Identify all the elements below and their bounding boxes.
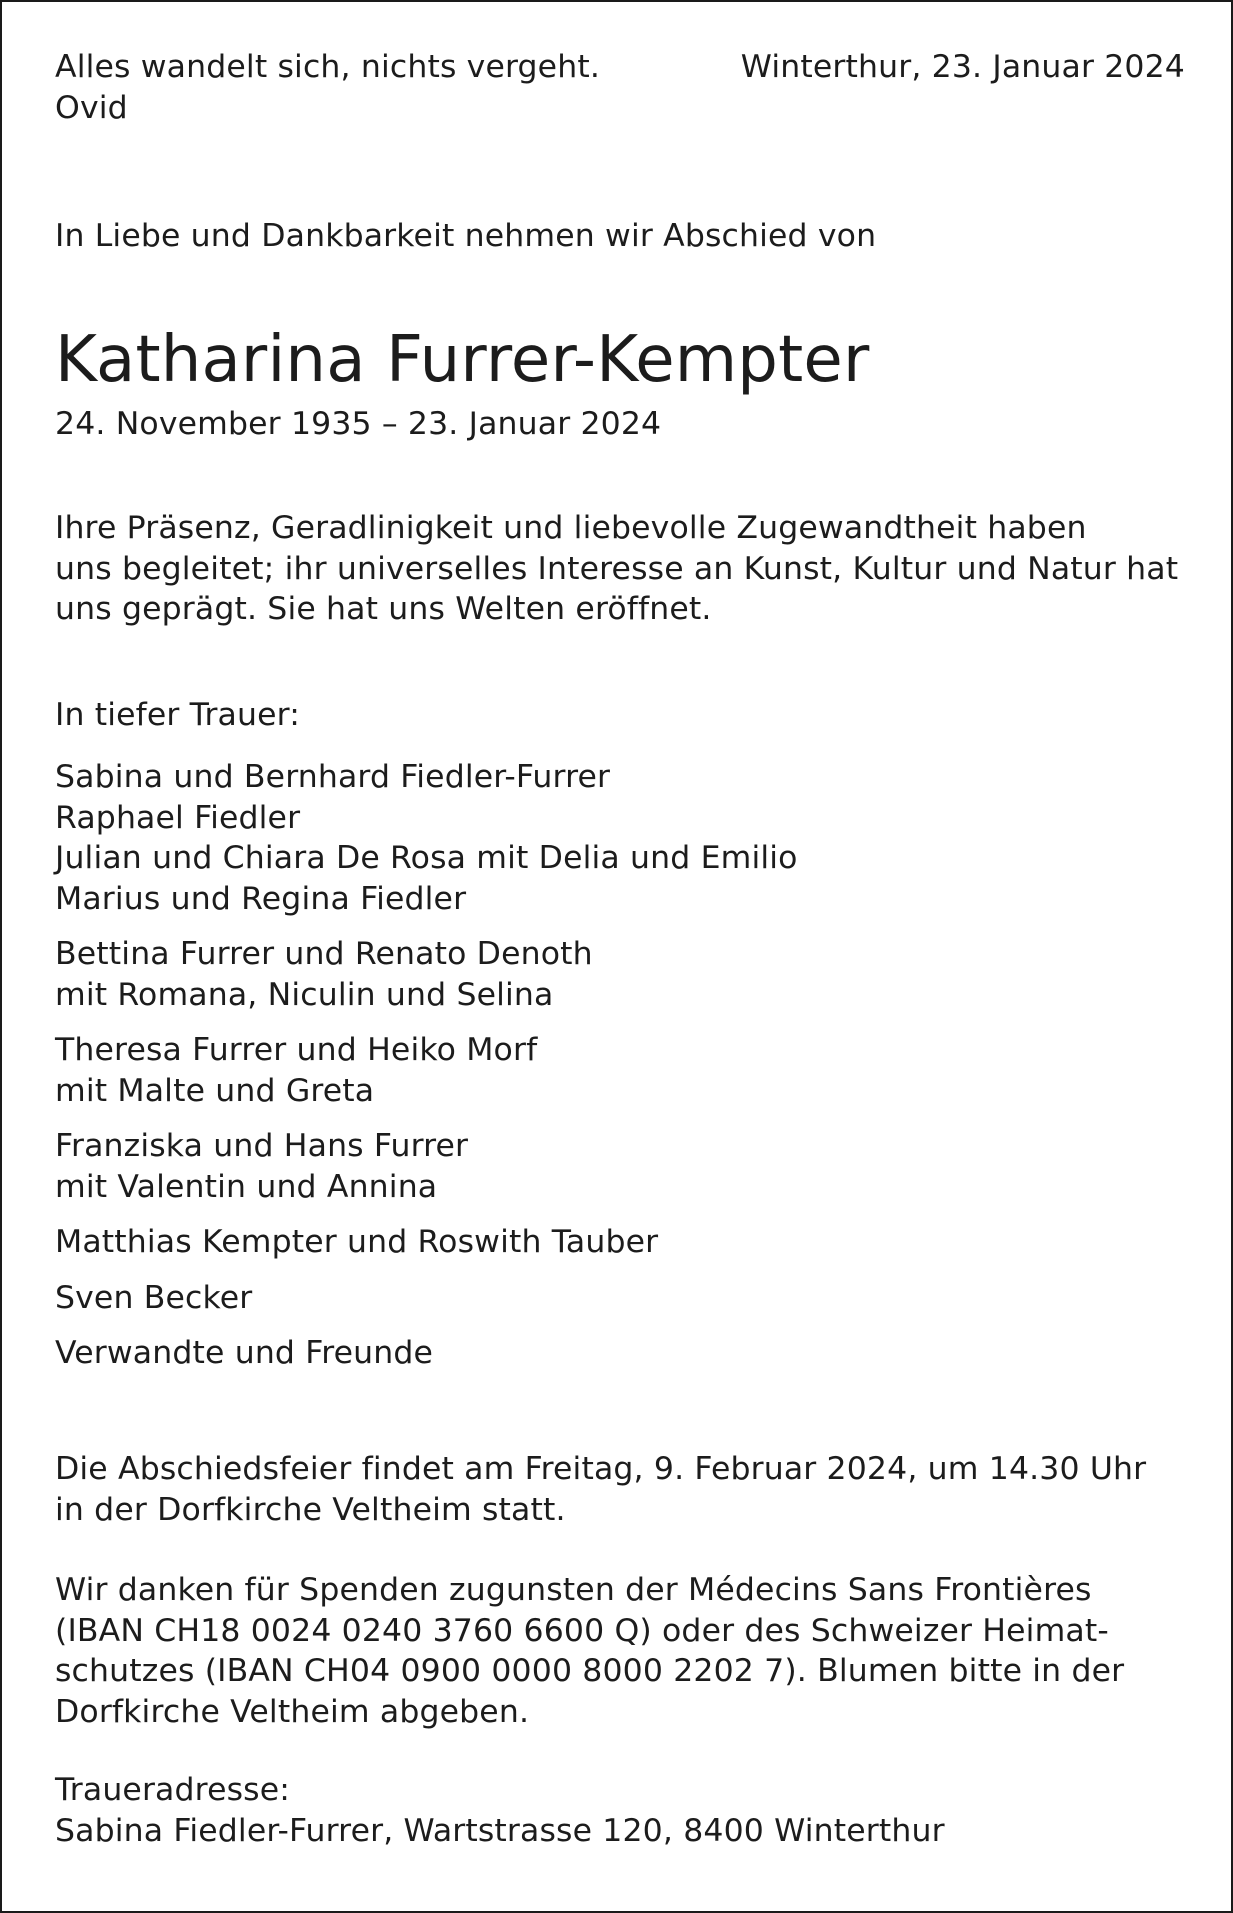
mourner-line: Matthias Kempter und Roswith Tauber <box>55 1224 659 1260</box>
tribute-line: uns geprägt. Sie hat uns Welten eröffnet. <box>55 591 712 627</box>
tribute-paragraph <box>55 508 1178 630</box>
ceremony-info <box>55 1449 1146 1530</box>
motto-text: Alles wandelt sich, nichts vergeht. <box>55 49 600 85</box>
family-group-fiedler <box>55 757 798 919</box>
mourning-address-label: Traueradresse: <box>55 1772 291 1808</box>
family-group-franziska <box>55 1126 798 1207</box>
motto-quote <box>55 47 600 128</box>
donations-info <box>55 1570 1124 1732</box>
ceremony-line: Die Abschiedsfeier findet am Freitag, 9. Februar 2024, um 14.30 Uhr <box>55 1451 1147 1487</box>
mourner-line: Sabina und Bernhard Fiedler-Furrer <box>55 759 611 795</box>
mourner-line: Theresa Furrer und Heiko Morf <box>55 1032 538 1068</box>
mourner-line: Marius und Regina Fiedler <box>55 880 467 917</box>
motto-author: Ovid <box>55 89 128 126</box>
mourner-line: Franziska und Hans Furrer <box>55 1128 469 1164</box>
intro-text: In Liebe und Dankbarkeit nehmen wir Abschied von <box>55 218 877 254</box>
family-group-relatives <box>55 1333 798 1374</box>
donations-line: Wir danken für Spenden zugunsten der Médecins Sans Frontières <box>55 1572 1092 1608</box>
donations-line: Dorfkirche Veltheim abgeben. <box>55 1693 530 1730</box>
family-group-bettina <box>55 934 798 1015</box>
mourner-line: Verwandte und Freunde <box>55 1335 434 1371</box>
family-group-matthias <box>55 1222 798 1263</box>
family-group-sven <box>55 1278 798 1319</box>
mourner-line: Sven Becker <box>55 1279 253 1316</box>
life-dates: 24. November 1935 – 23. Januar 2024 <box>55 406 662 442</box>
family-group-theresa <box>55 1030 798 1111</box>
mourner-line: Julian und Chiara De Rosa mit Delia und Emilio <box>55 840 798 876</box>
tribute-line: uns begleitet; ihr universelles Interesse an Kunst, Kultur und Natur hat <box>55 550 1179 587</box>
mourner-line: Bettina Furrer und Renato Denoth <box>55 936 593 972</box>
mourner-line: mit Romana, Niculin und Selina <box>55 976 554 1013</box>
tribute-line: Ihre Präsenz, Geradlinigkeit und liebevolle Zugewandtheit haben <box>55 510 1087 546</box>
mourner-line: mit Malte und Greta <box>55 1072 375 1109</box>
mourning-label: In tiefer Trauer: <box>55 697 300 733</box>
mourner-line: mit Valentin und Annina <box>55 1168 438 1205</box>
ceremony-line: in der Dorfkirche Veltheim statt. <box>55 1491 566 1528</box>
mourner-line: Raphael Fiedler <box>55 799 301 836</box>
mourning-address: Sabina Fiedler-Furrer, Wartstrasse 120, 8400 Winterthur <box>55 1813 945 1849</box>
donations-line: (IBAN CH18 0024 0240 3760 6600 Q) oder des Schweizer Heimat- <box>55 1612 1109 1649</box>
donations-line: schutzes (IBAN CH04 0900 0000 8000 2202 7). Blumen bitte in der <box>55 1653 1125 1689</box>
place-date: Winterthur, 23. Januar 2024 <box>740 49 1185 85</box>
deceased-name: Katharina Furrer-Kempter <box>55 323 870 397</box>
mourners-list <box>55 757 798 1389</box>
